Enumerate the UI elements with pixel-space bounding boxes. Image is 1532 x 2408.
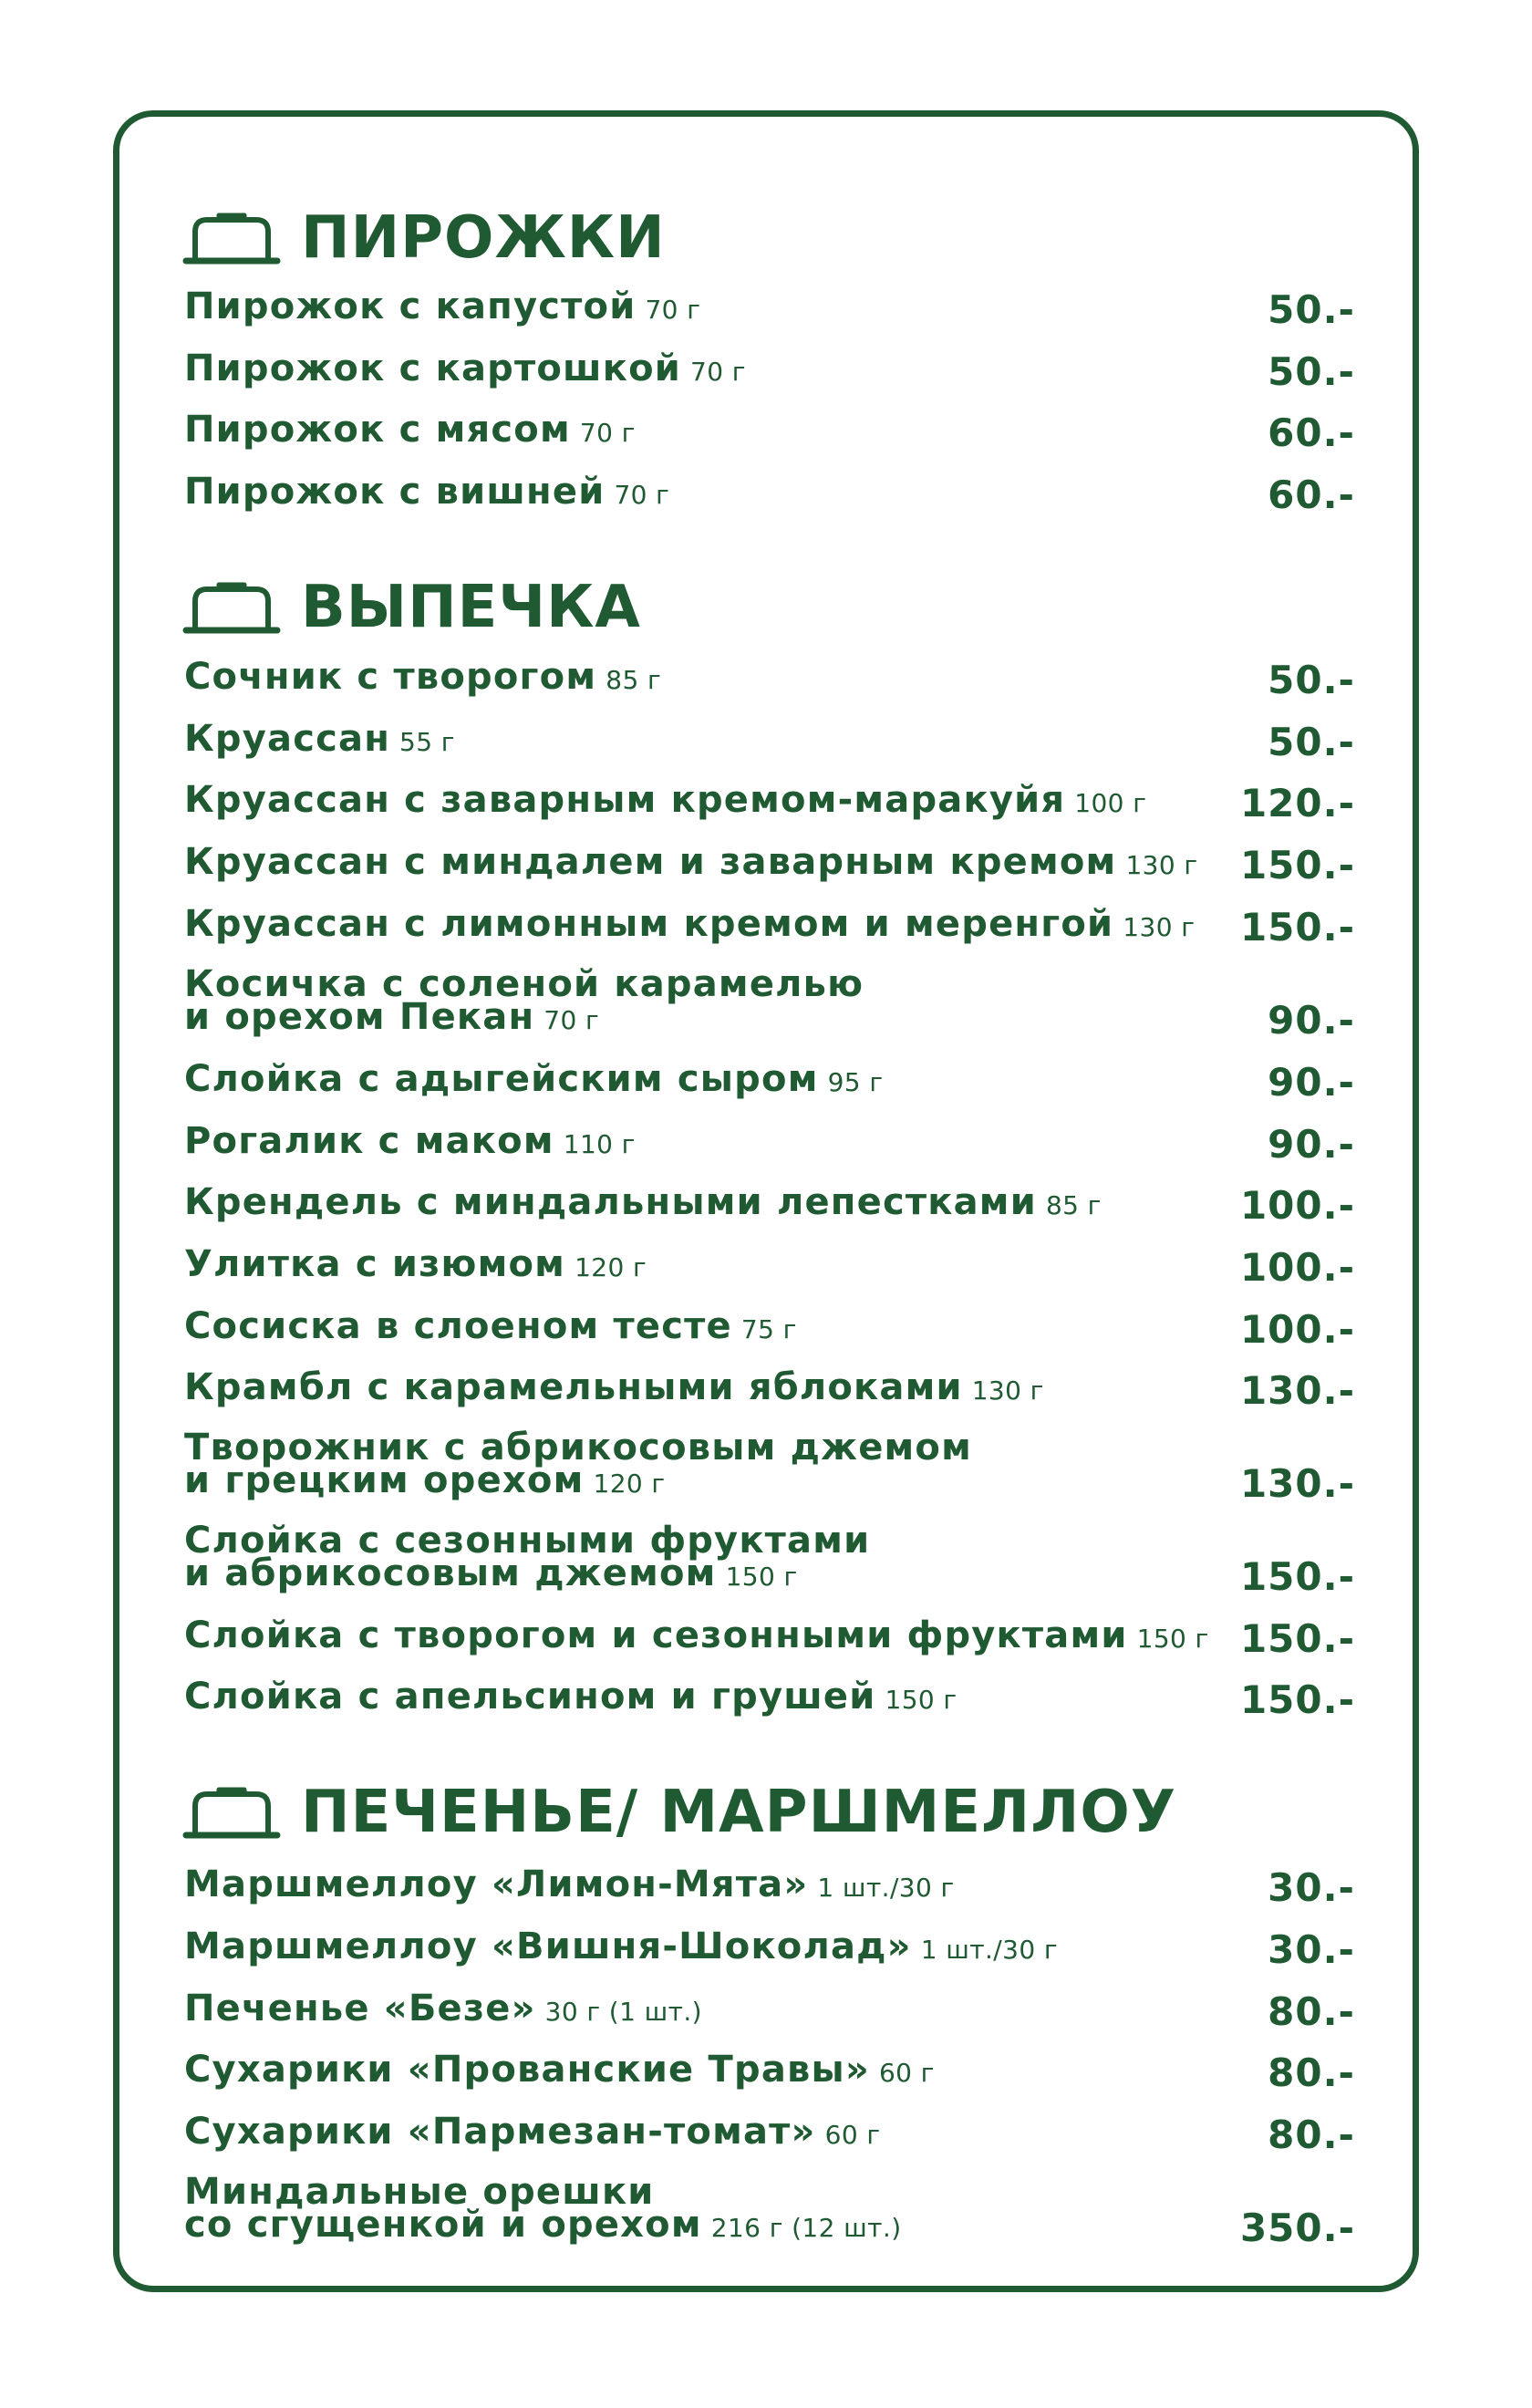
item-price: 50.-: [1268, 349, 1355, 394]
menu-item: [184, 718, 1355, 764]
item-name-text: Миндальные орешки: [184, 2171, 655, 2213]
item-name: [184, 2171, 902, 2246]
item-name: [184, 1863, 955, 1905]
section-header: [182, 576, 641, 639]
item-name-line: [184, 409, 636, 451]
item-name-line: [184, 1058, 884, 1100]
item-name-line: [184, 779, 1147, 821]
item-weight: 110 г: [563, 1129, 636, 1159]
item-price: 30.-: [1268, 1865, 1355, 1910]
item-name-text: Круассан с заварным кремом-маракуйя: [184, 779, 1066, 821]
item-name-text: и грецким орехом: [184, 1459, 585, 1501]
item-weight: 70 г: [614, 480, 670, 510]
item-weight: 60 г: [878, 2058, 935, 2088]
menu-item: [184, 1863, 1355, 1910]
item-price: 100.-: [1239, 1307, 1355, 1352]
item-name-text: Слойка с адыгейским сыром: [184, 1058, 819, 1100]
item-name: [184, 348, 746, 389]
menu-item: [184, 1305, 1355, 1352]
item-name-line: [184, 1925, 1058, 1967]
item-name-text: Пирожок с мясом: [184, 409, 571, 451]
item-name-line: [184, 1305, 797, 1347]
item-price: 60.-: [1268, 410, 1355, 455]
item-name: [184, 1305, 797, 1347]
item-name: [184, 841, 1198, 883]
cloche-icon: [182, 577, 281, 638]
item-name: [184, 1614, 1209, 1656]
item-price: 150.-: [1239, 843, 1355, 887]
section-title: ВЫПЕЧКА: [301, 574, 641, 641]
item-weight: 95 г: [827, 1067, 884, 1097]
item-weight: 216 г (12 шт.): [710, 2213, 902, 2243]
item-weight: 60 г: [824, 2120, 881, 2150]
item-weight: 70 г: [645, 295, 701, 325]
item-name-line: [184, 841, 1198, 883]
item-name-text: Круассан с лимонным кремом и меренгой: [184, 903, 1114, 945]
item-price: 80.-: [1268, 2112, 1355, 2157]
item-weight: 70 г: [579, 418, 636, 448]
item-name-text: со сгущенкой и орехом: [184, 2204, 702, 2246]
item-weight: 150 г: [725, 1562, 798, 1592]
item-price: 80.-: [1268, 1989, 1355, 2034]
item-name-text: Рогалик с маком: [184, 1120, 554, 1162]
menu-item: [184, 1366, 1355, 1413]
item-name-text: Слойка с апельсином и грушей: [184, 1676, 876, 1718]
item-name-line: [184, 1181, 1102, 1223]
item-price: 50.-: [1268, 287, 1355, 332]
menu-item: [184, 1181, 1355, 1228]
item-price: 80.-: [1268, 2050, 1355, 2095]
menu-item: [184, 1520, 1355, 1599]
item-name: [184, 1058, 884, 1100]
item-name-line: [184, 285, 701, 327]
item-name: [184, 718, 455, 760]
section-title: ПЕЧЕНЬЕ/ МАРШМЕЛЛОУ: [301, 1779, 1177, 1846]
item-name-line: [184, 1988, 702, 2029]
item-weight: 120 г: [593, 1469, 666, 1499]
item-price: 100.-: [1239, 1245, 1355, 1290]
menu-item: [184, 779, 1355, 825]
item-name-text: Маршмеллоу «Вишня-Шоколад»: [184, 1925, 912, 1967]
item-name: [184, 285, 701, 327]
menu-item: [184, 1120, 1355, 1167]
item-name-line: [184, 2049, 935, 2091]
menu-item: [184, 841, 1355, 887]
item-name-text: Крендель с миндальными лепестками: [184, 1181, 1037, 1223]
item-price: 90.-: [1268, 1122, 1355, 1167]
item-weight: 150 г: [1136, 1624, 1209, 1654]
item-name: [184, 471, 670, 513]
item-name-text: Сухарики «Прованские Травы»: [184, 2049, 870, 2091]
menu-item: [184, 1427, 1355, 1506]
section-header: [182, 1780, 1176, 1844]
item-price: 130.-: [1239, 1461, 1355, 1506]
item-name-line: [184, 2204, 902, 2246]
item-name-line: [184, 996, 864, 1038]
item-name: [184, 1181, 1102, 1223]
item-name-line: [184, 471, 670, 513]
item-name: [184, 1243, 647, 1285]
cloche-icon: [182, 208, 281, 268]
item-weight: 150 г: [885, 1685, 958, 1715]
item-name-line: [184, 1863, 955, 1905]
item-name-text: и абрикосовым джемом: [184, 1552, 717, 1594]
item-name-text: Творожник с абрикосовым джемом: [184, 1427, 972, 1469]
item-price: 150.-: [1239, 1616, 1355, 1661]
menu-item: [184, 471, 1355, 517]
item-name: [184, 1520, 871, 1594]
item-name-text: Пирожок с вишней: [184, 471, 606, 513]
item-name-line: [184, 1676, 958, 1718]
menu-item: [184, 1988, 1355, 2034]
item-name: [184, 963, 864, 1038]
item-name-text: Слойка с сезонными фруктами: [184, 1520, 871, 1562]
item-weight: 130 г: [1125, 850, 1198, 880]
item-name-line: [184, 1366, 1044, 1408]
item-name-line: [184, 2111, 881, 2153]
item-name: [184, 779, 1147, 821]
menu-item: [184, 1058, 1355, 1105]
item-weight: 100 г: [1074, 788, 1147, 818]
item-name-text: Косичка с соленой карамелью: [184, 963, 864, 1005]
menu-item: [184, 2049, 1355, 2095]
item-name: [184, 656, 662, 698]
menu-item: [184, 963, 1355, 1043]
item-name-text: Пирожок с картошкой: [184, 348, 681, 389]
item-name-line: [184, 1552, 870, 1594]
item-name: [184, 2111, 881, 2153]
item-price: 150.-: [1239, 905, 1355, 950]
item-price: 100.-: [1239, 1183, 1355, 1228]
cloche-icon: [182, 1782, 281, 1842]
item-name-text: Сосиска в слоеном тесте: [184, 1305, 732, 1347]
item-weight: 130 г: [971, 1375, 1044, 1406]
item-weight: 70 г: [690, 357, 746, 387]
menu-item: [184, 285, 1355, 332]
item-name: [184, 2049, 935, 2091]
menu-item: [184, 1676, 1355, 1722]
item-name-line: [184, 1120, 636, 1162]
item-price: 60.-: [1268, 472, 1355, 517]
item-weight: 30 г (1 шт.): [544, 1997, 702, 2027]
item-price: 90.-: [1268, 998, 1355, 1043]
item-name: [184, 409, 636, 451]
item-price: 90.-: [1268, 1060, 1355, 1105]
item-name: [184, 903, 1196, 945]
menu-item: [184, 1243, 1355, 1290]
item-weight: 70 г: [543, 1005, 600, 1035]
item-name-text: Маршмеллоу «Лимон-Мята»: [184, 1863, 809, 1905]
item-name-line: [184, 348, 746, 389]
section-header: [182, 206, 666, 270]
item-price: 50.-: [1268, 658, 1355, 702]
item-price: 30.-: [1268, 1927, 1355, 1972]
item-price: 50.-: [1268, 720, 1355, 764]
item-name: [184, 1925, 1058, 1967]
item-weight: 55 г: [399, 727, 455, 757]
item-price: 130.-: [1239, 1368, 1355, 1413]
item-name-line: [184, 903, 1196, 945]
item-name: [184, 1427, 972, 1501]
menu-item: [184, 1614, 1355, 1661]
item-name-line: [184, 1459, 972, 1501]
item-weight: 85 г: [606, 665, 662, 695]
item-name-text: Пирожок с капустой: [184, 285, 637, 327]
item-name-line: [184, 1614, 1209, 1656]
item-name-text: Улитка с изюмом: [184, 1243, 566, 1285]
menu-item: [184, 348, 1355, 394]
item-weight: 85 г: [1045, 1190, 1102, 1220]
item-name: [184, 1676, 958, 1718]
item-price: 150.-: [1239, 1554, 1355, 1599]
item-name-text: Крамбл с карамельными яблоками: [184, 1366, 963, 1408]
item-price: 150.-: [1239, 1677, 1355, 1722]
item-name-text: Круассан: [184, 718, 391, 760]
item-weight: 1 шт./30 г: [920, 1935, 1058, 1965]
item-name-text: Круассан с миндалем и заварным кремом: [184, 841, 1117, 883]
menu-item: [184, 656, 1355, 702]
menu-item: [184, 903, 1355, 950]
item-name-text: Сухарики «Пармезан-томат»: [184, 2111, 816, 2153]
item-name: [184, 1120, 636, 1162]
item-name: [184, 1366, 1044, 1408]
item-weight: 130 г: [1123, 912, 1196, 942]
item-name-text: Печенье «Безе»: [184, 1988, 536, 2029]
item-name-text: и орехом Пекан: [184, 996, 535, 1038]
menu-item: [184, 2171, 1355, 2250]
item-name-text: Сочник с творогом: [184, 656, 597, 698]
menu-item: [184, 1925, 1355, 1972]
item-name-line: [184, 1243, 647, 1285]
item-name-line: [184, 718, 455, 760]
item-weight: 120 г: [574, 1252, 647, 1282]
menu-item: [184, 409, 1355, 455]
item-name-line: [184, 656, 662, 698]
item-price: 350.-: [1239, 2206, 1355, 2250]
item-weight: 1 шт./30 г: [817, 1873, 955, 1903]
section-title: ПИРОЖКИ: [301, 204, 666, 272]
item-name: [184, 1988, 702, 2029]
menu-item: [184, 2111, 1355, 2157]
item-price: 120.-: [1239, 781, 1355, 825]
item-name-text: Слойка с творогом и сезонными фруктами: [184, 1614, 1128, 1656]
item-weight: 75 г: [740, 1314, 797, 1344]
